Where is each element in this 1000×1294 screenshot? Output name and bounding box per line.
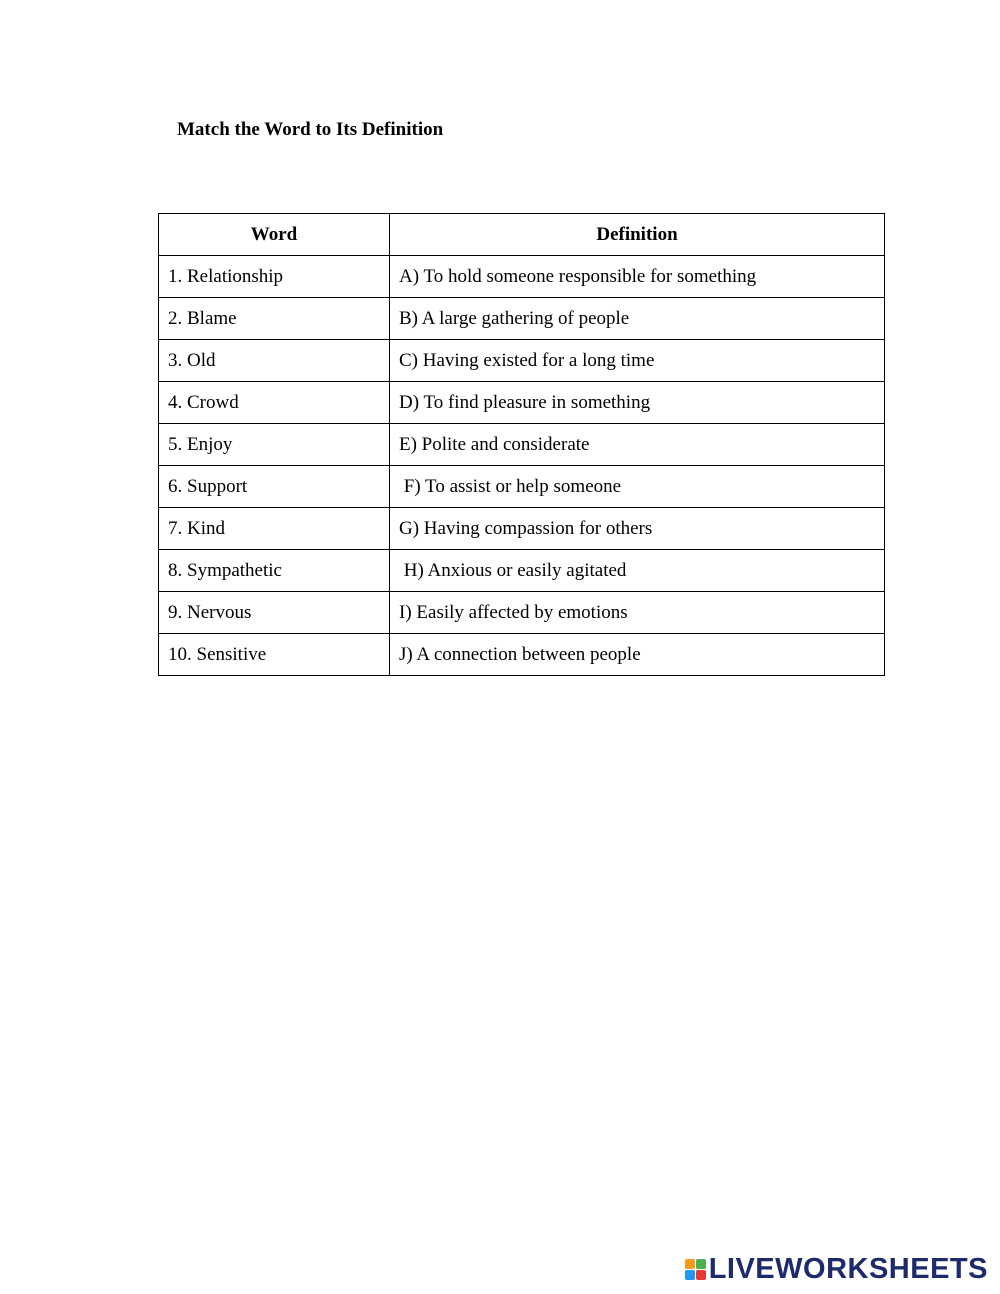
liveworksheets-logo-icon	[685, 1259, 706, 1280]
word-cell: 8. Sympathetic	[159, 550, 390, 592]
word-cell: 3. Old	[159, 340, 390, 382]
table-row	[159, 508, 885, 550]
definition-cell: A) To hold someone responsible for something	[390, 256, 885, 298]
worksheet-title: Match the Word to Its Definition	[177, 119, 444, 140]
table-row	[159, 634, 885, 676]
word-cell: 7. Kind	[159, 508, 390, 550]
definition-cell: C) Having existed for a long time	[390, 340, 885, 382]
logo-square-icon	[696, 1259, 706, 1269]
column-header-word: Word	[159, 214, 390, 256]
logo-square-icon	[696, 1270, 706, 1280]
word-cell: 5. Enjoy	[159, 424, 390, 466]
table-row	[159, 550, 885, 592]
table-row	[159, 298, 885, 340]
word-cell: 9. Nervous	[159, 592, 390, 634]
definition-cell: H) Anxious or easily agitated	[390, 550, 885, 592]
word-cell: 10. Sensitive	[159, 634, 390, 676]
match-table	[158, 213, 885, 676]
definition-cell: G) Having compassion for others	[390, 508, 885, 550]
word-cell: 4. Crowd	[159, 382, 390, 424]
column-header-definition: Definition	[390, 214, 885, 256]
liveworksheets-brand[interactable]	[685, 1254, 988, 1284]
word-cell: 6. Support	[159, 466, 390, 508]
table-header-row	[159, 214, 885, 256]
logo-square-icon	[685, 1270, 695, 1280]
table-row	[159, 382, 885, 424]
brand-name: LIVEWORKSHEETS	[708, 1253, 988, 1285]
table-row	[159, 424, 885, 466]
logo-square-icon	[685, 1259, 695, 1269]
table-row	[159, 340, 885, 382]
table-row	[159, 256, 885, 298]
word-cell: 2. Blame	[159, 298, 390, 340]
definition-cell: I) Easily affected by emotions	[390, 592, 885, 634]
word-cell: 1. Relationship	[159, 256, 390, 298]
table-row	[159, 592, 885, 634]
definition-cell: F) To assist or help someone	[390, 466, 885, 508]
table-row	[159, 466, 885, 508]
definition-cell: J) A connection between people	[390, 634, 885, 676]
definition-cell: B) A large gathering of people	[390, 298, 885, 340]
definition-cell: D) To find pleasure in something	[390, 382, 885, 424]
definition-cell: E) Polite and considerate	[390, 424, 885, 466]
